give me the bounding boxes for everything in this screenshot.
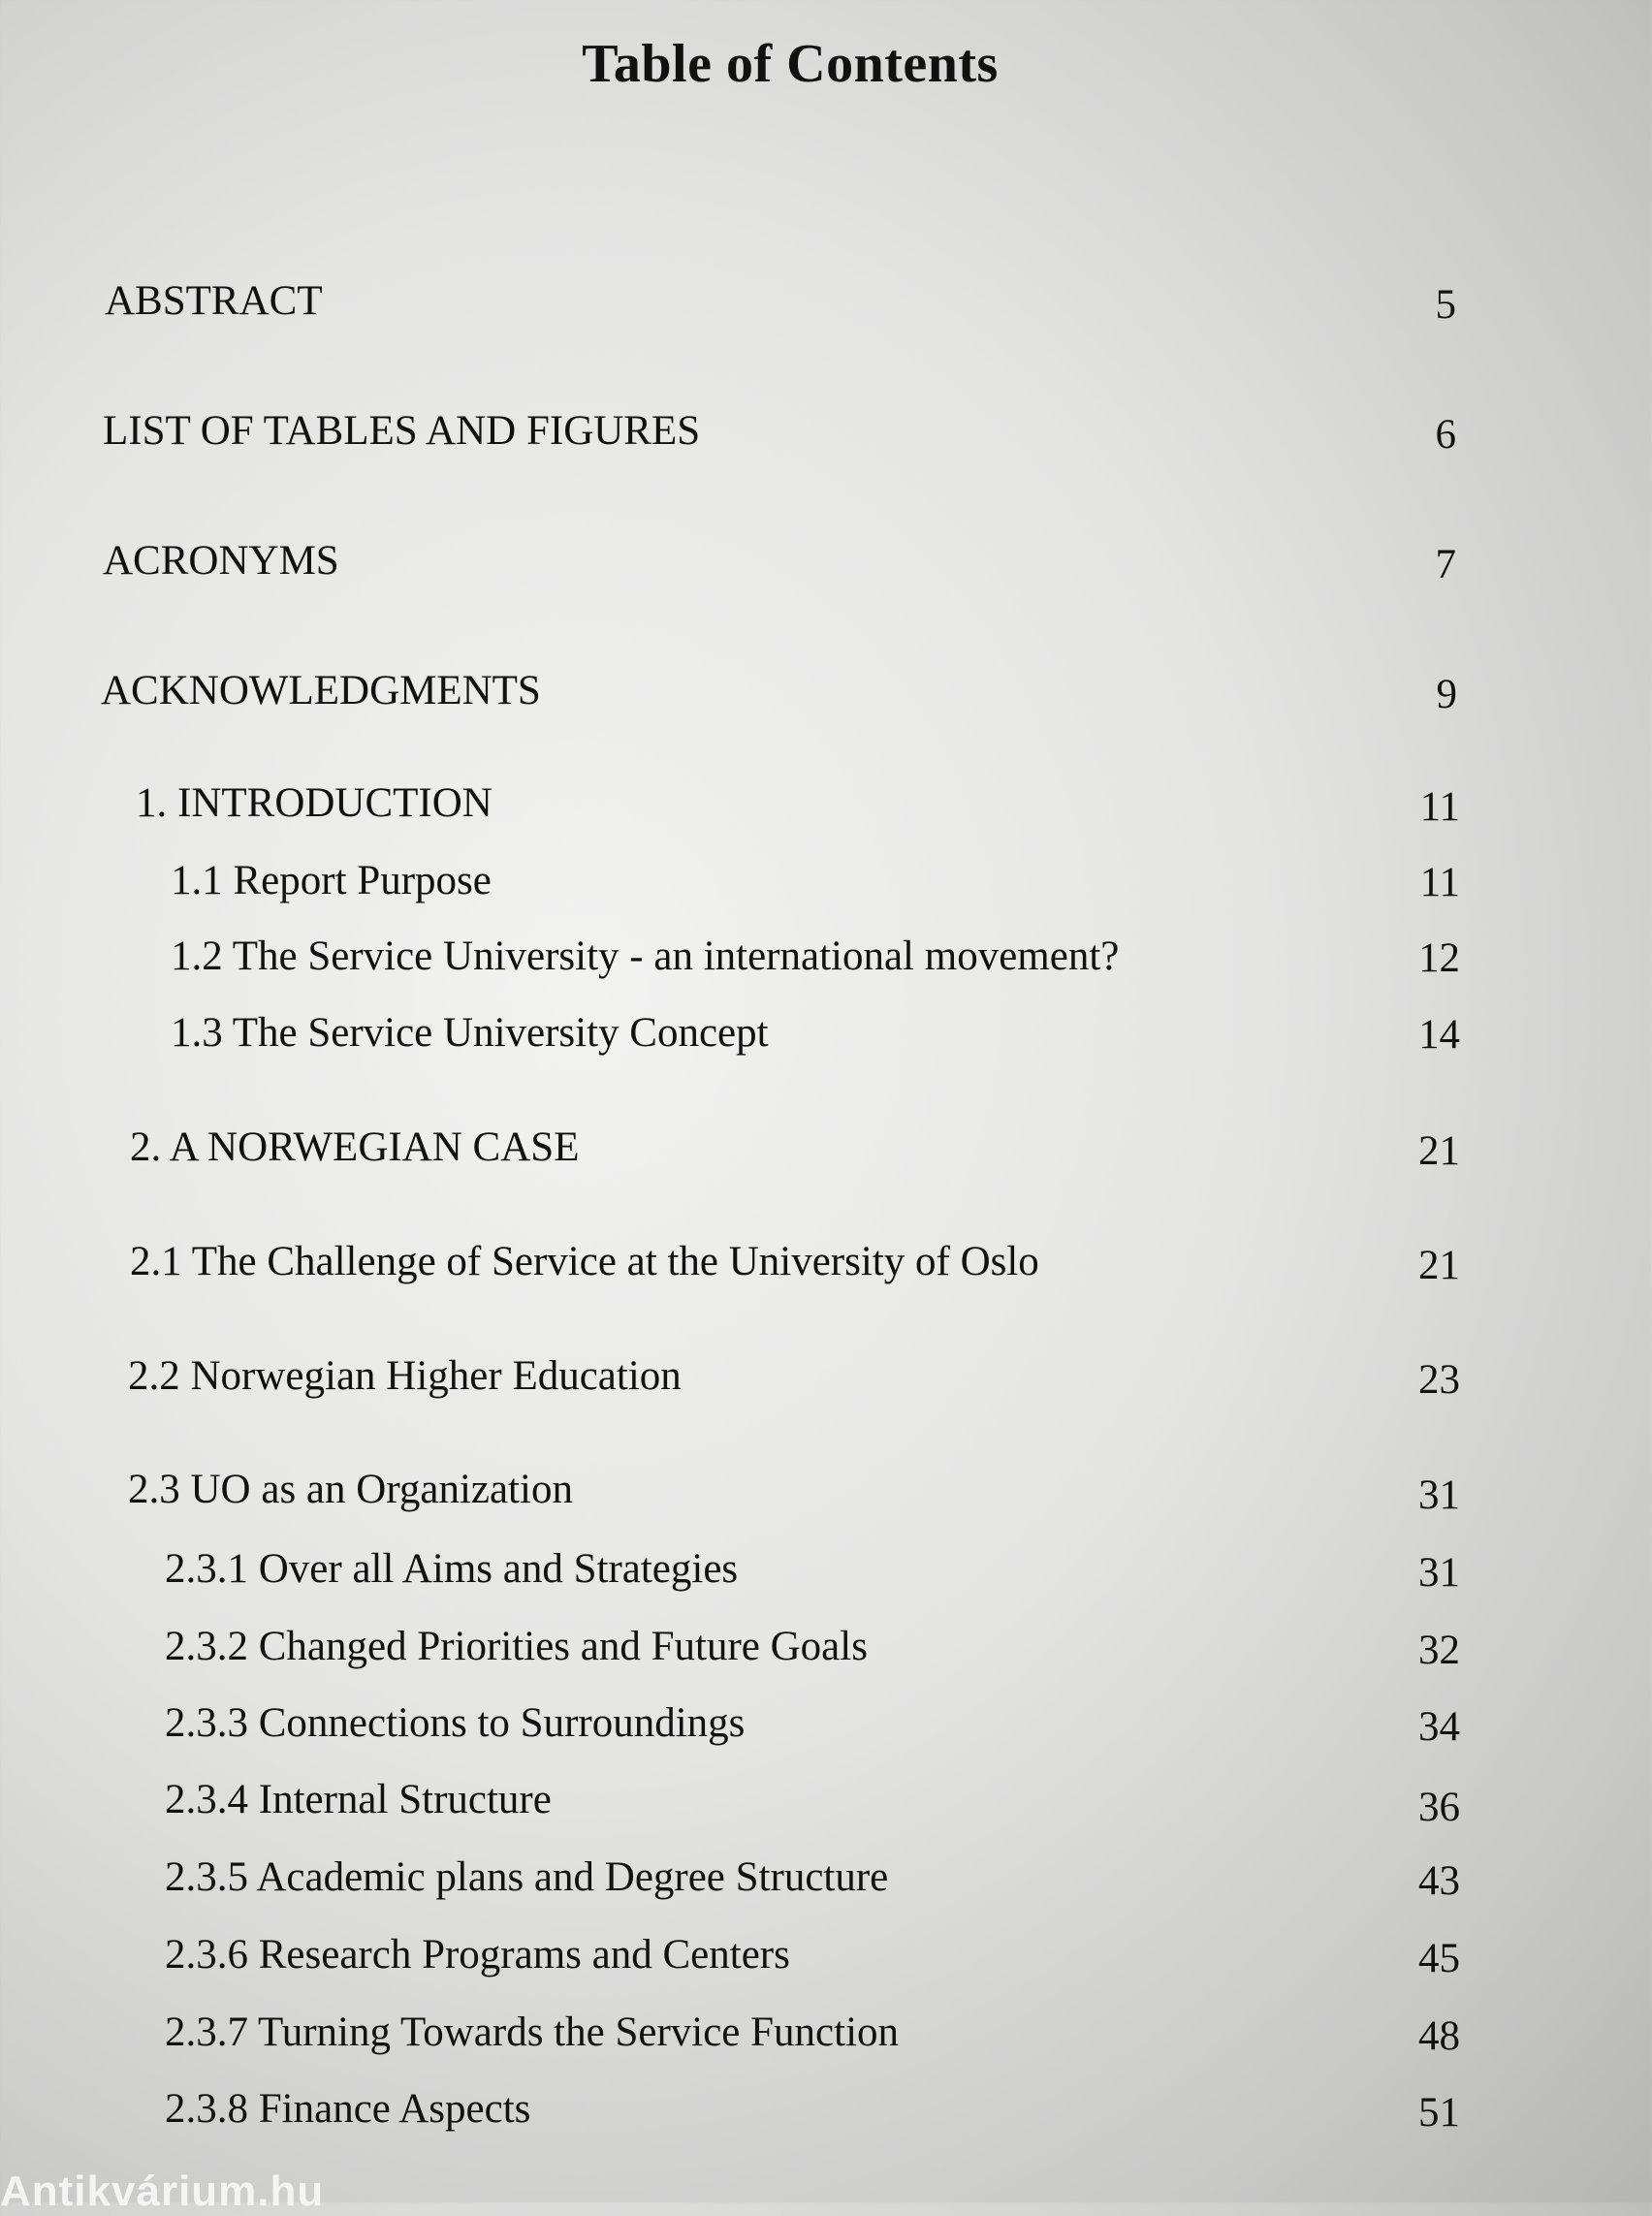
- toc-entry-label: 2.3.6 Research Programs and Centers: [165, 1932, 790, 1978]
- toc-entry-label: ACRONYMS: [103, 538, 339, 584]
- toc-entry-1-1: [0, 857, 1652, 915]
- toc-entry-2-3-2: [0, 1623, 1652, 1681]
- toc-entry-label: 2.2 Norwegian Higher Education: [128, 1353, 682, 1399]
- toc-entry-page: 23: [1418, 1357, 1460, 1403]
- toc-entry-page: 9: [1436, 672, 1457, 717]
- toc-entry-page: 5: [1435, 282, 1456, 328]
- toc-entry-page: 31: [1418, 1472, 1460, 1518]
- toc-entry-label: 2.3.8 Finance Aspects: [165, 2086, 531, 2132]
- toc-entry-2-3: [0, 1466, 1652, 1524]
- toc-entry-page: 21: [1418, 1128, 1460, 1174]
- toc-entry-page: 51: [1418, 2090, 1460, 2136]
- toc-entry-2-2: [0, 1352, 1652, 1410]
- toc-entry-label: 2.3.4 Internal Structure: [165, 1777, 552, 1822]
- toc-entry-label: 2.3.7 Turning Towards the Service Function: [165, 2010, 900, 2055]
- toc-entry-page: 6: [1435, 412, 1456, 458]
- toc-entry-page: 11: [1419, 860, 1460, 905]
- toc-entry-page: 21: [1418, 1243, 1460, 1288]
- toc-entry-page: 11: [1419, 784, 1460, 830]
- toc-entry-page: 14: [1418, 1012, 1460, 1058]
- toc-entry-2-3-8: [0, 2085, 1652, 2143]
- toc-entry-page: 34: [1418, 1704, 1460, 1750]
- watermark-logo: Antikvárium.hu: [0, 2168, 325, 2215]
- toc-entry-label: 2.3.1 Over all Aims and Strategies: [165, 1546, 739, 1592]
- toc-entry-page: 12: [1418, 935, 1460, 981]
- toc-entry-acknowledgments: [0, 667, 1652, 725]
- toc-entry-label: 2.3.2 Changed Priorities and Future Goals: [165, 1624, 868, 1669]
- toc-entry-page: 36: [1418, 1785, 1460, 1830]
- toc-entry-abstract: [0, 277, 1652, 335]
- toc-entry-label: ACKNOWLEDGMENTS: [101, 668, 541, 713]
- toc-entry-introduction: [0, 779, 1652, 838]
- toc-entry-2-3-1: [0, 1545, 1652, 1603]
- toc-entry-page: 45: [1418, 1936, 1460, 1981]
- toc-entry-label: 2. A NORWEGIAN CASE: [130, 1124, 580, 1170]
- toc-entry-label: 2.3.5 Academic plans and Degree Structure: [165, 1854, 889, 1900]
- toc-entry-2-3-7: [0, 2009, 1652, 2067]
- toc-entry-2-3-3: [0, 1699, 1652, 1757]
- toc-entry-label: 1.3 The Service University Concept: [171, 1010, 769, 1056]
- toc-entry-norwegian-case: [0, 1124, 1652, 1182]
- toc-entry-2-3-4: [0, 1776, 1652, 1834]
- toc-entry-2-1: [0, 1238, 1652, 1296]
- toc-entry-label: 2.1 The Challenge of Service at the University of Oslo: [130, 1239, 1039, 1284]
- toc-entry-label: LIST OF TABLES AND FIGURES: [103, 408, 701, 454]
- toc-entry-page: 32: [1418, 1628, 1460, 1673]
- toc-entry-page: 43: [1418, 1858, 1460, 1904]
- toc-entry-acronyms: [0, 537, 1652, 595]
- toc-entry-2-3-6: [0, 1931, 1652, 1989]
- toc-entry-2-3-5: [0, 1853, 1652, 1912]
- toc-entry-label: 2.3 UO as an Organization: [128, 1467, 573, 1512]
- toc-entry-label: ABSTRACT: [105, 278, 323, 324]
- toc-entry-label: 1.1 Report Purpose: [171, 858, 492, 903]
- toc-entry-page: 7: [1435, 542, 1456, 587]
- toc-entry-page: 31: [1418, 1550, 1460, 1596]
- toc-entry-1-2: [0, 933, 1652, 991]
- toc-entry-list-of-tables: [0, 407, 1652, 465]
- toc-entry-label: 2.3.3 Connections to Surroundings: [165, 1700, 746, 1746]
- toc-entry-page: 48: [1418, 2013, 1460, 2059]
- toc-entry-1-3: [0, 1009, 1652, 1067]
- toc-entry-label: 1. INTRODUCTION: [136, 780, 492, 826]
- toc-entry-label: 1.2 The Service University - an international movement?: [171, 934, 1120, 979]
- page-title: Table of Contents: [582, 34, 999, 94]
